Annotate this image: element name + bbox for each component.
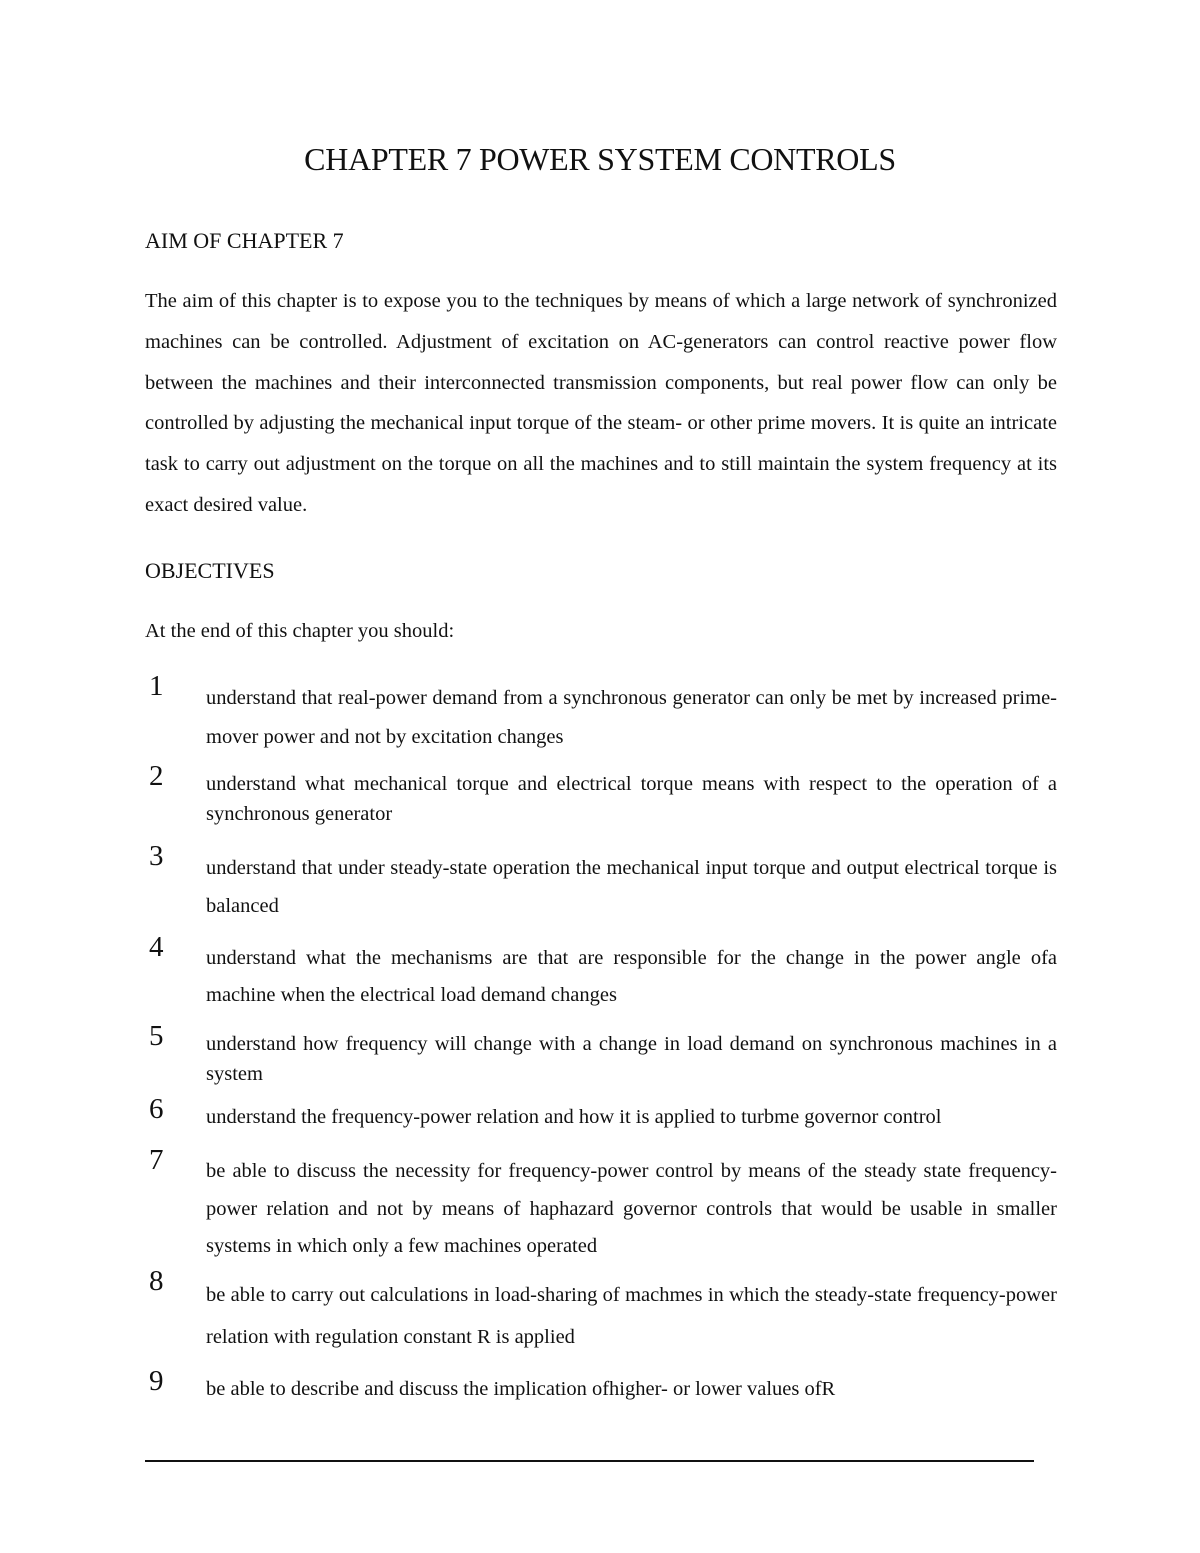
objective-number: 5 — [149, 1020, 164, 1052]
objective-item-4 — [145, 931, 1057, 1014]
objective-text: be able to describe and discuss the implication ofhigher- or lower values ofR — [206, 1378, 836, 1400]
objective-text: understand that under steady-state operation the mechanical input torque and output electrical torque is balanced — [206, 857, 1057, 917]
objectives-heading: OBJECTIVES — [145, 558, 275, 583]
objective-number: 7 — [149, 1144, 164, 1176]
objective-number: 9 — [149, 1365, 164, 1397]
objective-number: 2 — [149, 760, 164, 792]
objective-text: understand the frequency-power relation and how it is applied to turbme governor control — [206, 1106, 942, 1128]
chapter-title: CHAPTER 7 POWER SYSTEM CONTROLS — [304, 141, 896, 177]
objective-text: understand that real-power demand from a synchronous generator can only be met by increased prime-mover power and not by excitation changes — [206, 687, 1057, 748]
objective-item-5 — [145, 1020, 1057, 1089]
objective-text: be able to carry out calculations in load-sharing of machmes in which the steady-state frequency-power relation with regulation constant R is applied — [206, 1284, 1057, 1348]
objective-text: understand what the mechanisms are that are responsible for the change in the power angle ofa machine when the electrical load demand changes — [206, 947, 1057, 1006]
objective-text: understand what mechanical torque and electrical torque means with respect to the operation of a synchronous generator — [206, 773, 1057, 825]
objective-item-6 — [145, 1093, 1057, 1132]
objective-item-2 — [145, 760, 1057, 829]
footer-rule — [145, 1460, 1034, 1462]
objective-number: 3 — [149, 840, 164, 872]
objective-text: be able to discuss the necessity for frequency-power control by means of the steady state frequency-power relation and not by means of haphazard governor controls that would be usable in smaller systems in which only a few machines operated — [206, 1160, 1057, 1257]
objective-number: 6 — [149, 1093, 164, 1125]
objective-number: 1 — [149, 670, 164, 702]
objective-item-9 — [145, 1365, 1057, 1404]
objective-item-7 — [145, 1144, 1057, 1266]
objectives-intro: At the end of this chapter you should: — [145, 620, 455, 642]
objective-number: 4 — [149, 931, 164, 963]
aim-heading: AIM OF CHAPTER 7 — [145, 228, 344, 253]
objective-item-8 — [145, 1265, 1057, 1358]
objective-item-3 — [145, 840, 1057, 925]
objective-number: 8 — [149, 1265, 164, 1297]
aim-paragraph: The aim of this chapter is to expose you to the techniques by means of which a large network of synchronized machines can be controlled. Adjustment of excitation on AC-generators can control reactive power flow between the machines and their interconnected transmission components, but real power flow can only be controlled by adjusting the mechanical input torque of the steam- or other prime movers. It is quite an intricate task to carry out adjustment on the torque on all the machines and to still maintain the system frequency at its exact desired value. — [145, 290, 1057, 516]
objective-item-1 — [145, 670, 1057, 757]
objective-text: understand how frequency will change with a change in load demand on synchronous machines in a system — [206, 1033, 1057, 1085]
